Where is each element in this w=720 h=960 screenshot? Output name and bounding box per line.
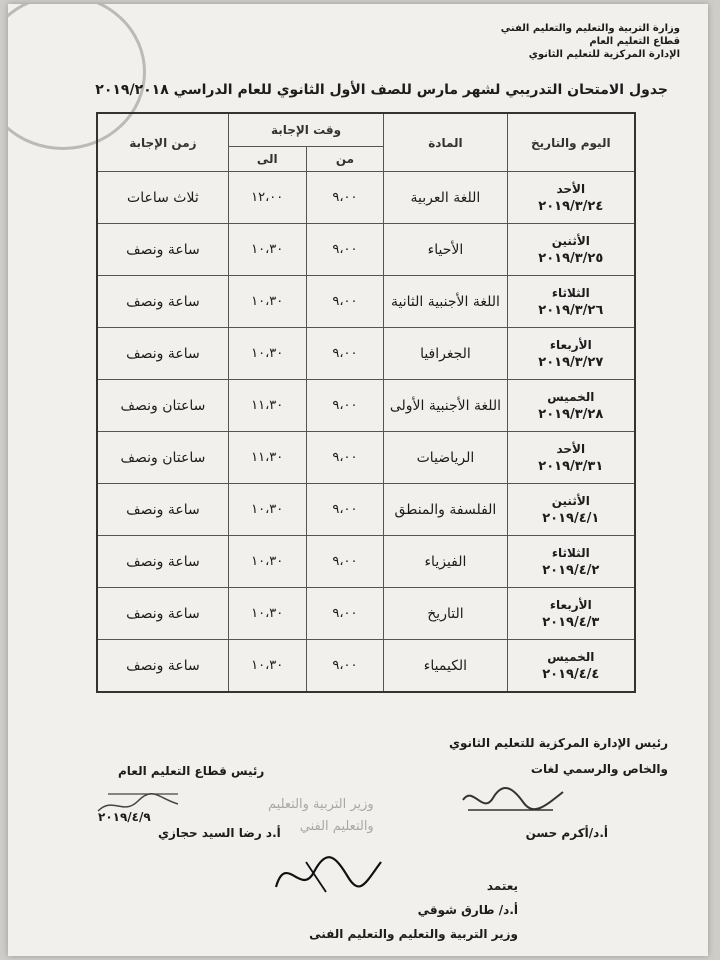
table-row	[97, 588, 635, 640]
day-date-cell	[507, 172, 635, 224]
day-name: الثلاثاء	[551, 285, 590, 300]
table-row	[97, 276, 635, 328]
right-signature-name: أ.د/أكرم حسن	[525, 826, 608, 840]
day-date-cell	[507, 432, 635, 484]
from-time-cell: ٩،٠٠	[306, 640, 384, 693]
from-time-cell: ٩،٠٠	[306, 328, 384, 380]
from-time-cell: ٩،٠٠	[306, 536, 384, 588]
right-signature-title-1: رئيس الإدارة المركزية للتعليم الثانوي	[449, 736, 668, 750]
day-date-cell	[507, 484, 635, 536]
to-time-cell: ١٠،٣٠	[228, 640, 306, 693]
to-time-cell: ١٠،٣٠	[228, 588, 306, 640]
exam-date: ٢٠١٩/٤/٣	[542, 614, 600, 630]
day-name: الأثنين	[551, 493, 590, 508]
right-handwritten-signature	[458, 780, 568, 820]
duration-cell: ساعة ونصف	[97, 640, 228, 693]
table-row	[97, 536, 635, 588]
day-date-cell	[507, 380, 635, 432]
duration-cell: ساعة ونصف	[97, 276, 228, 328]
subject-cell: التاريخ	[384, 588, 507, 640]
subject-cell: الفيزياء	[384, 536, 507, 588]
duration-cell: ساعة ونصف	[97, 328, 228, 380]
duration-cell: ساعتان ونصف	[97, 380, 228, 432]
from-time-cell: ٩،٠٠	[306, 588, 384, 640]
from-time-cell: ٩،٠٠	[306, 432, 384, 484]
subject-cell: الأحياء	[384, 224, 507, 276]
left-signature-title: رئيس قطاع التعليم العام	[118, 764, 265, 778]
duration-cell: ساعة ونصف	[97, 484, 228, 536]
right-signature-block	[449, 734, 668, 778]
subject-cell: الرياضيات	[384, 432, 507, 484]
to-time-cell: ١١،٣٠	[228, 432, 306, 484]
day-date-cell	[507, 276, 635, 328]
exam-date: ٢٠١٩/٣/٢٤	[538, 198, 604, 214]
subject-cell: اللغة العربية	[384, 172, 507, 224]
day-name: الثلاثاء	[551, 545, 590, 560]
subject-cell: الكيمياء	[384, 640, 507, 693]
from-time-cell: ٩،٠٠	[306, 276, 384, 328]
header-from: من	[306, 147, 384, 172]
duration-cell: ثلاث ساعات	[97, 172, 228, 224]
table-row	[97, 484, 635, 536]
day-date-cell	[507, 224, 635, 276]
left-signature-date: ٢٠١٩/٤/٩	[98, 810, 151, 824]
day-name: الخميس	[547, 389, 595, 404]
exam-date: ٢٠١٩/٤/٤	[542, 666, 600, 682]
header-time: وقت الإجابة	[228, 113, 383, 147]
table-row	[97, 224, 635, 276]
header-subject: المادة	[384, 113, 507, 172]
ministry-header	[501, 22, 680, 61]
day-date-cell	[507, 328, 635, 380]
exam-date: ٢٠١٩/٣/٣١	[538, 458, 604, 474]
to-time-cell: ١٠،٣٠	[228, 484, 306, 536]
from-time-cell: ٩،٠٠	[306, 224, 384, 276]
subject-cell: الفلسفة والمنطق	[384, 484, 507, 536]
exam-date: ٢٠١٩/٤/١	[542, 510, 600, 526]
subject-cell: اللغة الأجنبية الأولى	[384, 380, 507, 432]
day-date-cell	[507, 536, 635, 588]
day-name: الخميس	[547, 649, 595, 664]
exam-date: ٢٠١٩/٣/٢٨	[538, 406, 604, 422]
to-time-cell: ١٢،٠٠	[228, 172, 306, 224]
duration-cell: ساعة ونصف	[97, 224, 228, 276]
to-time-cell: ١٠،٣٠	[228, 328, 306, 380]
subject-cell: الجغرافيا	[384, 328, 507, 380]
table-row	[97, 432, 635, 484]
day-date-cell	[507, 640, 635, 693]
table-row	[97, 640, 635, 693]
from-time-cell: ٩،٠٠	[306, 380, 384, 432]
table-row	[97, 328, 635, 380]
document-page	[8, 4, 708, 956]
header-day-date: اليوم والتاريخ	[507, 113, 635, 172]
minister-title: وزير التربية والتعليم والتعليم الفنى	[309, 927, 518, 941]
duration-cell: ساعة ونصف	[97, 588, 228, 640]
to-time-cell: ١٠،٣٠	[228, 276, 306, 328]
table-row	[97, 172, 635, 224]
document-title: جدول الامتحان التدريبي لشهر مارس للصف الأول الثانوي للعام الدراسي ٢٠١٩/٢٠١٨	[95, 82, 668, 98]
duration-cell: ساعتان ونصف	[97, 432, 228, 484]
to-time-cell: ١١،٣٠	[228, 380, 306, 432]
to-time-cell: ١٠،٣٠	[228, 536, 306, 588]
table-row	[97, 380, 635, 432]
to-time-cell: ١٠،٣٠	[228, 224, 306, 276]
left-signature-name: أ.د رضا السيد حجازي	[158, 826, 281, 840]
exam-date: ٢٠١٩/٤/٢	[542, 562, 600, 578]
minister-name: أ.د/ طارق شوقي	[417, 903, 518, 917]
day-name: الأحد	[556, 181, 586, 196]
right-signature-title-2: والخاص والرسمي لغات	[530, 762, 668, 776]
ministry-line-3: الإدارة المركزية للتعليم الثانوي	[528, 49, 680, 60]
exam-date: ٢٠١٩/٣/٢٧	[538, 354, 604, 370]
from-time-cell: ٩،٠٠	[306, 172, 384, 224]
exam-date: ٢٠١٩/٣/٢٦	[538, 302, 604, 318]
ministry-line-1: وزارة التربية والتعليم والتعليم الفني	[500, 23, 680, 34]
duration-cell: ساعة ونصف	[97, 536, 228, 588]
watermark-line-1: وزير التربية والتعليم	[268, 797, 374, 812]
stamp-watermark	[268, 794, 374, 838]
day-date-cell	[507, 588, 635, 640]
from-time-cell: ٩،٠٠	[306, 484, 384, 536]
day-name: الأربعاء	[549, 597, 592, 612]
approved-label: يعتمد	[486, 879, 518, 893]
watermark-line-2: والتعليم الفني	[299, 819, 374, 834]
header-to: الى	[228, 147, 306, 172]
day-name: الأثنين	[551, 233, 590, 248]
ministry-line-2: قطاع التعليم العام	[589, 36, 680, 47]
exam-date: ٢٠١٩/٣/٢٥	[538, 250, 604, 266]
subject-cell: اللغة الأجنبية الثانية	[384, 276, 507, 328]
approval-block	[308, 874, 518, 946]
day-name: الأحد	[556, 441, 586, 456]
exam-schedule-table	[96, 112, 636, 693]
day-name: الأربعاء	[549, 337, 592, 352]
header-duration: زمن الإجابة	[97, 113, 228, 172]
